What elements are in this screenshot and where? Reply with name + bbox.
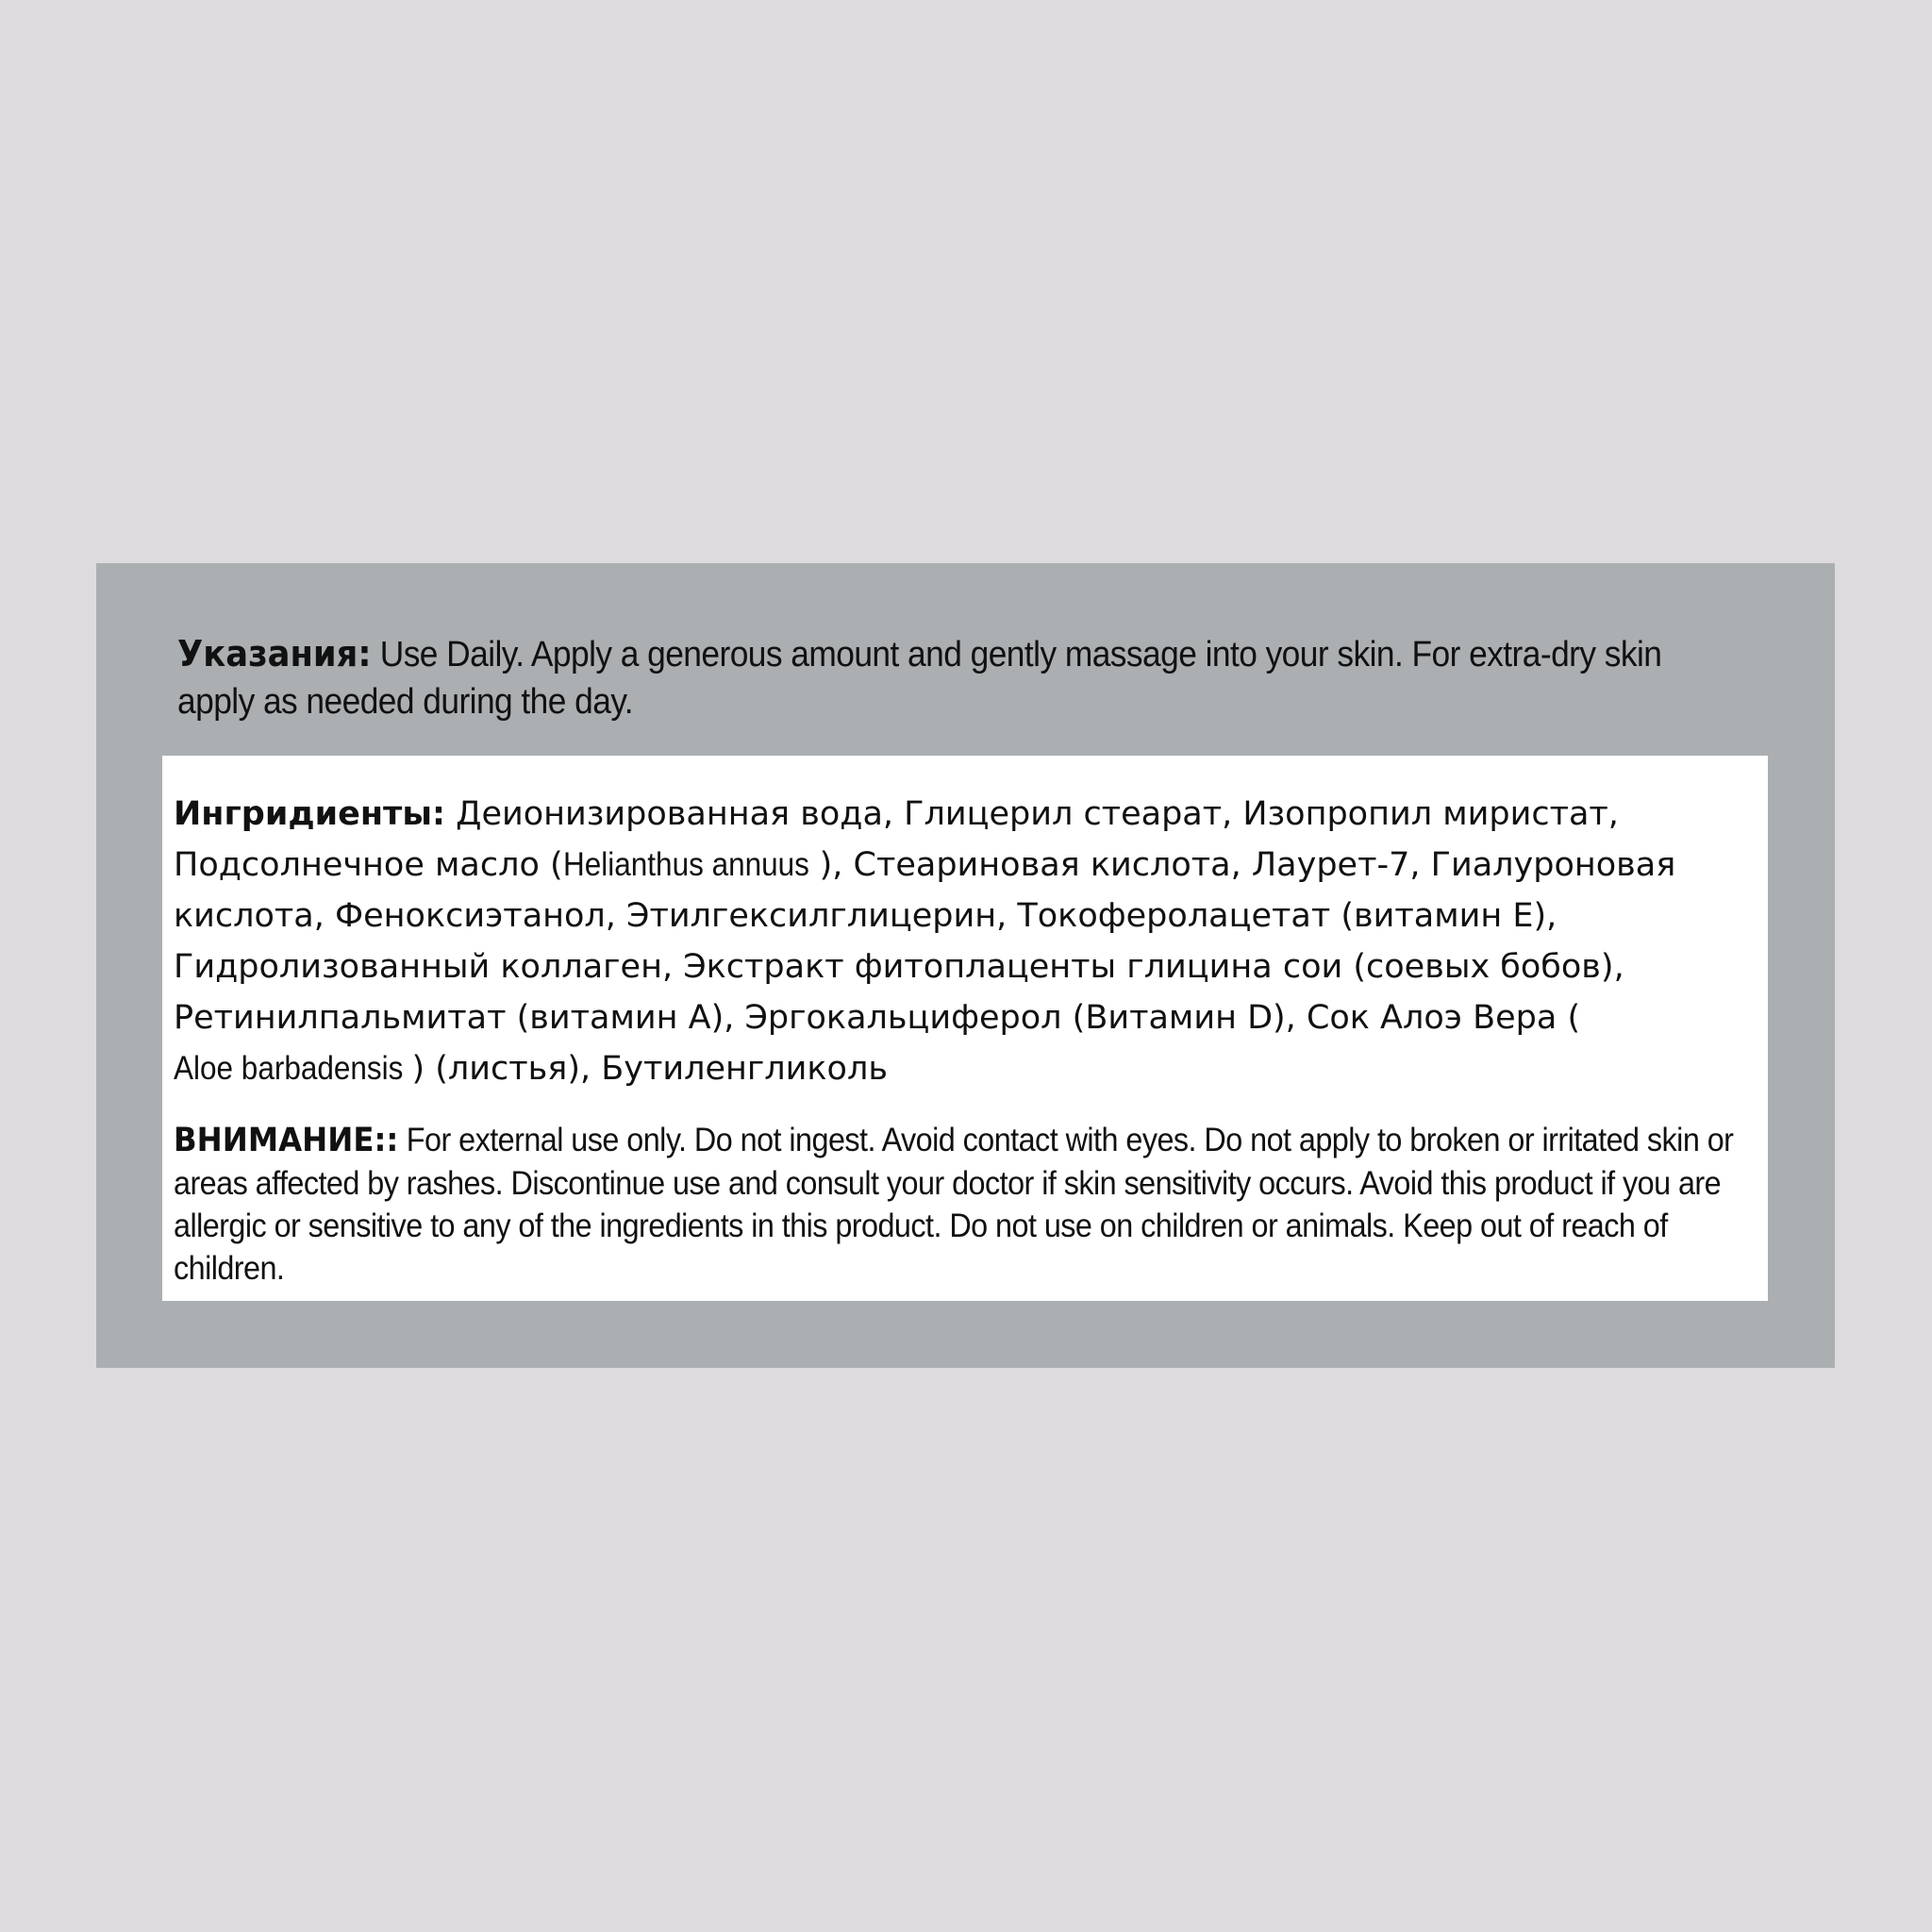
warning-section (174, 1119, 1744, 1290)
ingredients-text-part3: ) (листья), Бутиленгликоль (411, 1050, 888, 1088)
ingredients-latin-name-1: Helianthus annuus (562, 846, 809, 883)
directions-text: Use Daily. Apply a generous amount and gently massage into your skin. For extra-dry skin (371, 635, 1662, 675)
ingredients-latin-name-2: Aloe barbadensis (174, 1050, 404, 1087)
ingredients-heading: Ингридиенты: (174, 795, 445, 833)
directions-text-line2: apply as needed during the day. (177, 682, 634, 722)
directions-section (177, 630, 1757, 725)
ingredients-section (174, 789, 1758, 1094)
warning-text: For external use only. Do not ingest. Avoid contact with eyes. Do not apply to broken or irritated skin or areas affected by rashes. Discontinue use and consult your doctor if skin sensitivity occurs. Avoid this product if you are allergic or sensitive to any of the ingredients in this product. Do not use on children or animals. Keep out of reach of children. (174, 1122, 1734, 1287)
warning-heading: ВНИМАНИЕ:: (174, 1122, 399, 1159)
ingredients-text-part1: Деионизированная вода, Глицерил стеарат, Изопропил миристат, Подсолнечное масло ( (174, 795, 1619, 884)
ingredients-text-part2: ), Стеариновая кислота, Лаурет-7, Гиалуроновая кислота, Феноксиэтанол, Этилгексилглицерин, Токоферолацетат (витамин Е), Гидролизованный коллаген, Экстракт фитоплаценты глицина сои (соевых бобов), Ретинилпальмитат (витамин A), Эргокальциферол (Витамин D), Сок Алоэ Вера ( (174, 846, 1676, 1037)
directions-heading: Указания: (177, 633, 372, 675)
